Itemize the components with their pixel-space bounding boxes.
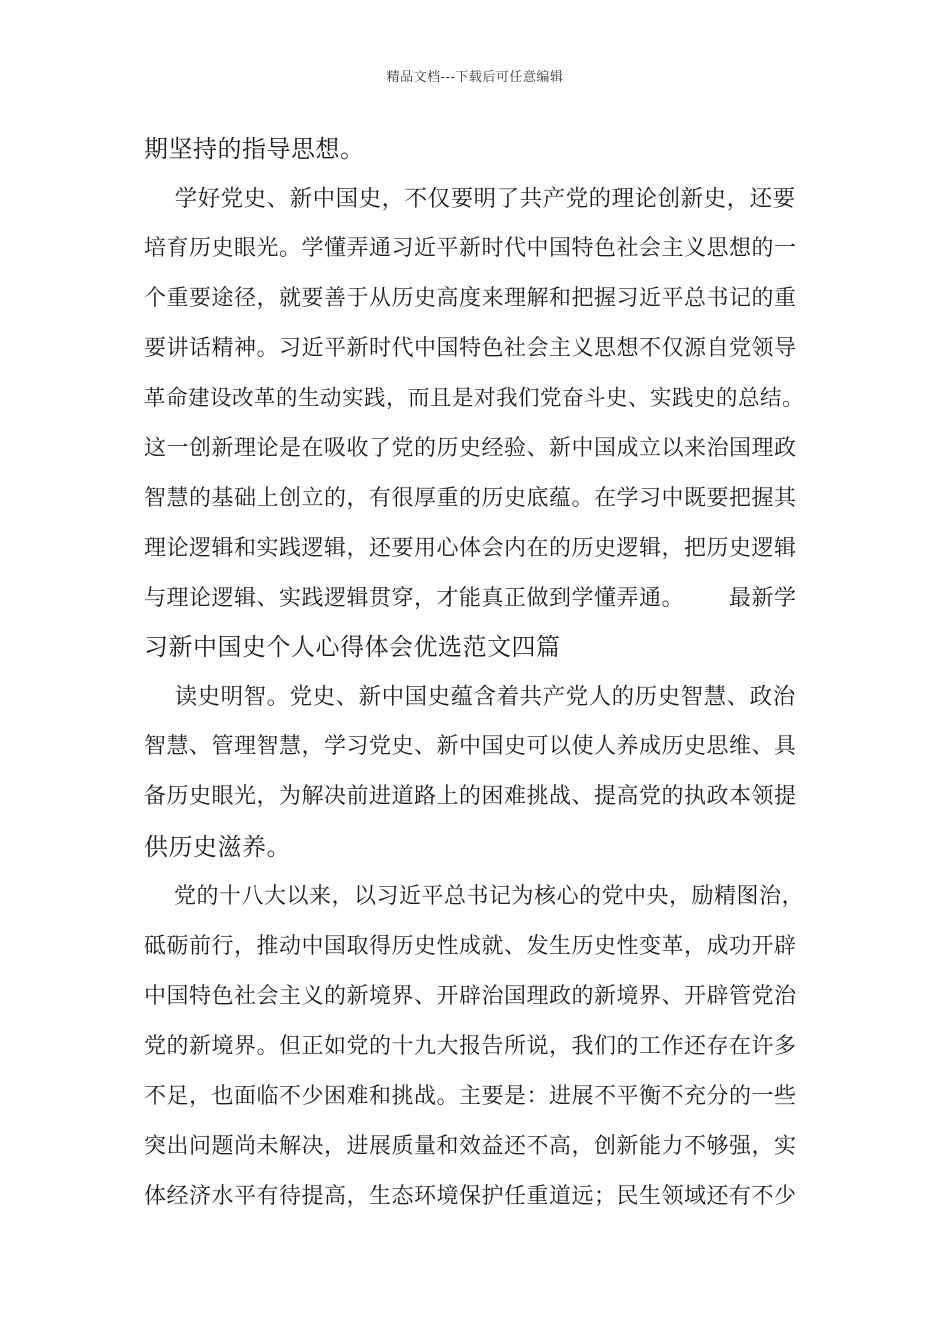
text-line: 突出问题尚未解决，进展质量和效益还不高，创新能力不够强，实 — [144, 1134, 797, 1159]
text-line: 期坚持的指导思想。 — [144, 135, 365, 163]
text-line: 学好党史、新中国史，不仅要明了共产党的理论创新史，还要 — [144, 186, 796, 212]
text-line: 理论逻辑和实践逻辑，还要用心体会内在的历史逻辑，把历史逻辑 — [144, 536, 797, 561]
text-line: 供历史滋养。 — [144, 833, 291, 861]
text-line: 备历史眼光，为解决前进道路上的困难挑战、提高党的执政本领提 — [144, 784, 797, 809]
text-line: 不足，也面临不少困难和挑战。主要是：进展不平衡不充分的一些 — [144, 1084, 797, 1109]
text-line: 智慧的基础上创立的，有很厚重的历史底蕴。在学习中既要把握其 — [144, 486, 797, 511]
page-header: 精品文档---下载后可任意编辑 — [386, 70, 564, 85]
text-line: 革命建设改革的生动实践，而且是对我们党奋斗史、实践史的总结。 — [144, 386, 805, 411]
text-line: 这一创新理论是在吸收了党的历史经验、新中国成立以来治国理政 — [144, 436, 797, 461]
text-line: 习新中国史个人心得体会优选范文四篇 — [144, 633, 561, 661]
text-line: 党的新境界。但正如党的十九大报告所说，我们的工作还存在许多 — [144, 1034, 797, 1059]
text-line: 智慧、管理智慧，学习党史、新中国史可以使人养成历史思维、具 — [144, 734, 797, 759]
text-line: 与理论逻辑、实践逻辑贯穿，才能真正做到学懂弄通。 最新学 — [144, 586, 797, 611]
text-line: 体经济水平有待提高，生态环境保护任重道远；民生领域还有不少 — [144, 1184, 797, 1209]
text-line: 培育历史眼光。学懂弄通习近平新时代中国特色社会主义思想的一 — [144, 236, 797, 261]
text-line: 读史明智。党史、新中国史蕴含着共产党人的历史智慧、政治 — [144, 684, 796, 710]
text-line: 个重要途径，就要善于从历史高度来理解和把握习近平总书记的重 — [144, 286, 797, 311]
text-line: 中国特色社会主义的新境界、开辟治国理政的新境界、开辟管党治 — [144, 984, 797, 1009]
text-line: 要讲话精神。习近平新时代中国特色社会主义思想不仅源自党领导 — [144, 336, 797, 361]
text-line: 砥砺前行，推动中国取得历史性成就、发生历史性变革，成功开辟 — [144, 934, 797, 959]
text-line: 党的十八大以来，以习近平总书记为核心的党中央，励精图治， — [144, 884, 804, 909]
